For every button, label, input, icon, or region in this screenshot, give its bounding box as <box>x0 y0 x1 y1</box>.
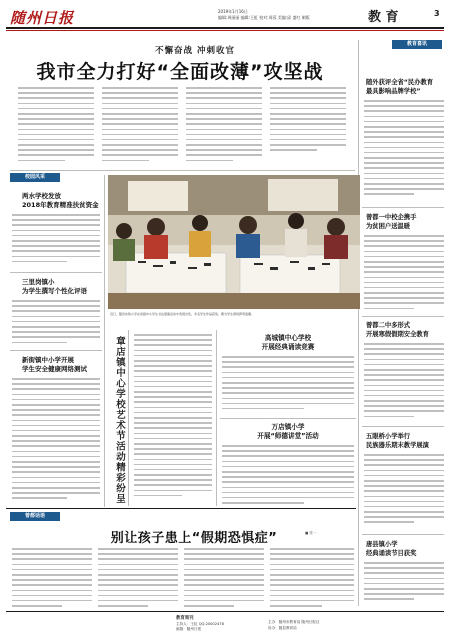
article-title: 两水学校发放 2018年教育精准扶贫资金 <box>22 192 99 209</box>
commentary-column-4 <box>270 548 354 608</box>
masthead-rule-red <box>6 30 444 31</box>
footer-weekly-title: 教育周刊 <box>176 616 194 621</box>
footer-column-sponsors <box>268 620 319 631</box>
divider <box>10 350 102 351</box>
news-photo <box>108 175 360 309</box>
issue-date: 2019年1月16日 <box>218 9 248 14</box>
article-title: 万店镇小学 开展“师德讲堂”活动 <box>257 423 319 440</box>
article-title: 曾都一中校企携手 为贫困户送温暖 <box>366 214 417 230</box>
article-body <box>222 356 354 414</box>
lead-column-1 <box>18 87 94 167</box>
vertical-headline: 章店镇中心学校艺术节活动精彩纷呈 <box>114 336 125 504</box>
divider <box>362 316 444 317</box>
article-title: 随外获评全省“民办教育 最具影响品牌学校” <box>366 79 434 95</box>
commentary-column-1 <box>12 548 92 608</box>
lead-column-4 <box>270 87 346 167</box>
calligraphy-class-photo <box>108 175 360 309</box>
footer-sponsor-line: 主办：随州市教育局 随州日报社 <box>268 620 320 624</box>
newspaper-logo: 随州日报 <box>10 9 75 27</box>
section-rule <box>6 508 356 509</box>
article-title: 唐县镇小学 经典诵读节目获奖 <box>366 541 417 557</box>
section-title: 教 育 <box>368 10 399 25</box>
article-title: 曾都二中多形式 开展寒假假期安全教育 <box>366 322 429 338</box>
divider <box>216 330 217 506</box>
article-title: 三里岗镇小 为学生撰写个性化评语 <box>22 278 87 295</box>
lead-kicker: 不懈奋战 冲刺收官 <box>155 46 235 56</box>
masthead-rule <box>6 27 444 29</box>
footer-column-weekly <box>176 616 224 633</box>
issue-meta <box>218 9 358 21</box>
page-footer <box>6 611 444 635</box>
divider <box>362 534 444 535</box>
article-body <box>12 378 100 502</box>
divider <box>362 207 444 208</box>
article-title: 五眼桥小学举行 民族器乐期末教学展演 <box>366 433 429 449</box>
article-title: 新街镇中小学开展 学生安全健康网络测试 <box>22 356 87 373</box>
footer-email-line: 邮箱：随州日报 <box>176 627 202 631</box>
commentary-byline: ■ 张一 <box>305 531 317 535</box>
commentary-column-3 <box>184 548 264 608</box>
article-body <box>364 454 444 528</box>
article-body <box>222 445 354 505</box>
article-body <box>364 562 444 606</box>
lead-column-3 <box>186 87 262 167</box>
article-title: 高城镇中心学校 开展经典诵读竞赛 <box>261 334 315 351</box>
commentary-headline: 别让孩子患上“假期恐惧症” <box>110 531 278 546</box>
article-body <box>364 235 444 313</box>
right-column-divider <box>358 40 359 606</box>
lead-bottom-rule <box>10 170 355 171</box>
section-tag: 校园风采 <box>10 173 60 182</box>
divider <box>10 272 102 273</box>
section-tag: 教育喜讯 <box>392 40 442 49</box>
article-body <box>364 100 444 200</box>
page-number: 3 <box>434 9 440 18</box>
section-tag: 曾都话语 <box>10 512 60 521</box>
divider <box>220 418 356 419</box>
divider <box>128 330 129 506</box>
article-body <box>134 334 212 504</box>
editor-line: 编辑:周丽丽 编辑:王虹 校对:周蓉 美编:邱 盛红 制版 <box>218 15 310 20</box>
footer-host-line: 主持人：王虹 QQ:20002478 <box>176 621 224 626</box>
commentary-column-2 <box>98 548 178 608</box>
divider <box>362 426 444 427</box>
article-body <box>12 300 100 346</box>
photo-caption: 近日，随县实验小学在首届中小学生书法展演活动中表现出色，多名学生作品获奖。图为学生现场挥毫泼墨。 <box>110 312 255 316</box>
article-body <box>12 214 100 268</box>
lead-column-2 <box>102 87 178 167</box>
footer-cosponsor-line: 协办：随县教育局 <box>268 625 297 630</box>
left-column-divider <box>104 175 105 507</box>
article-body <box>364 343 444 423</box>
lead-headline: 我市全力打好“全面改薄”攻坚战 <box>36 61 324 83</box>
